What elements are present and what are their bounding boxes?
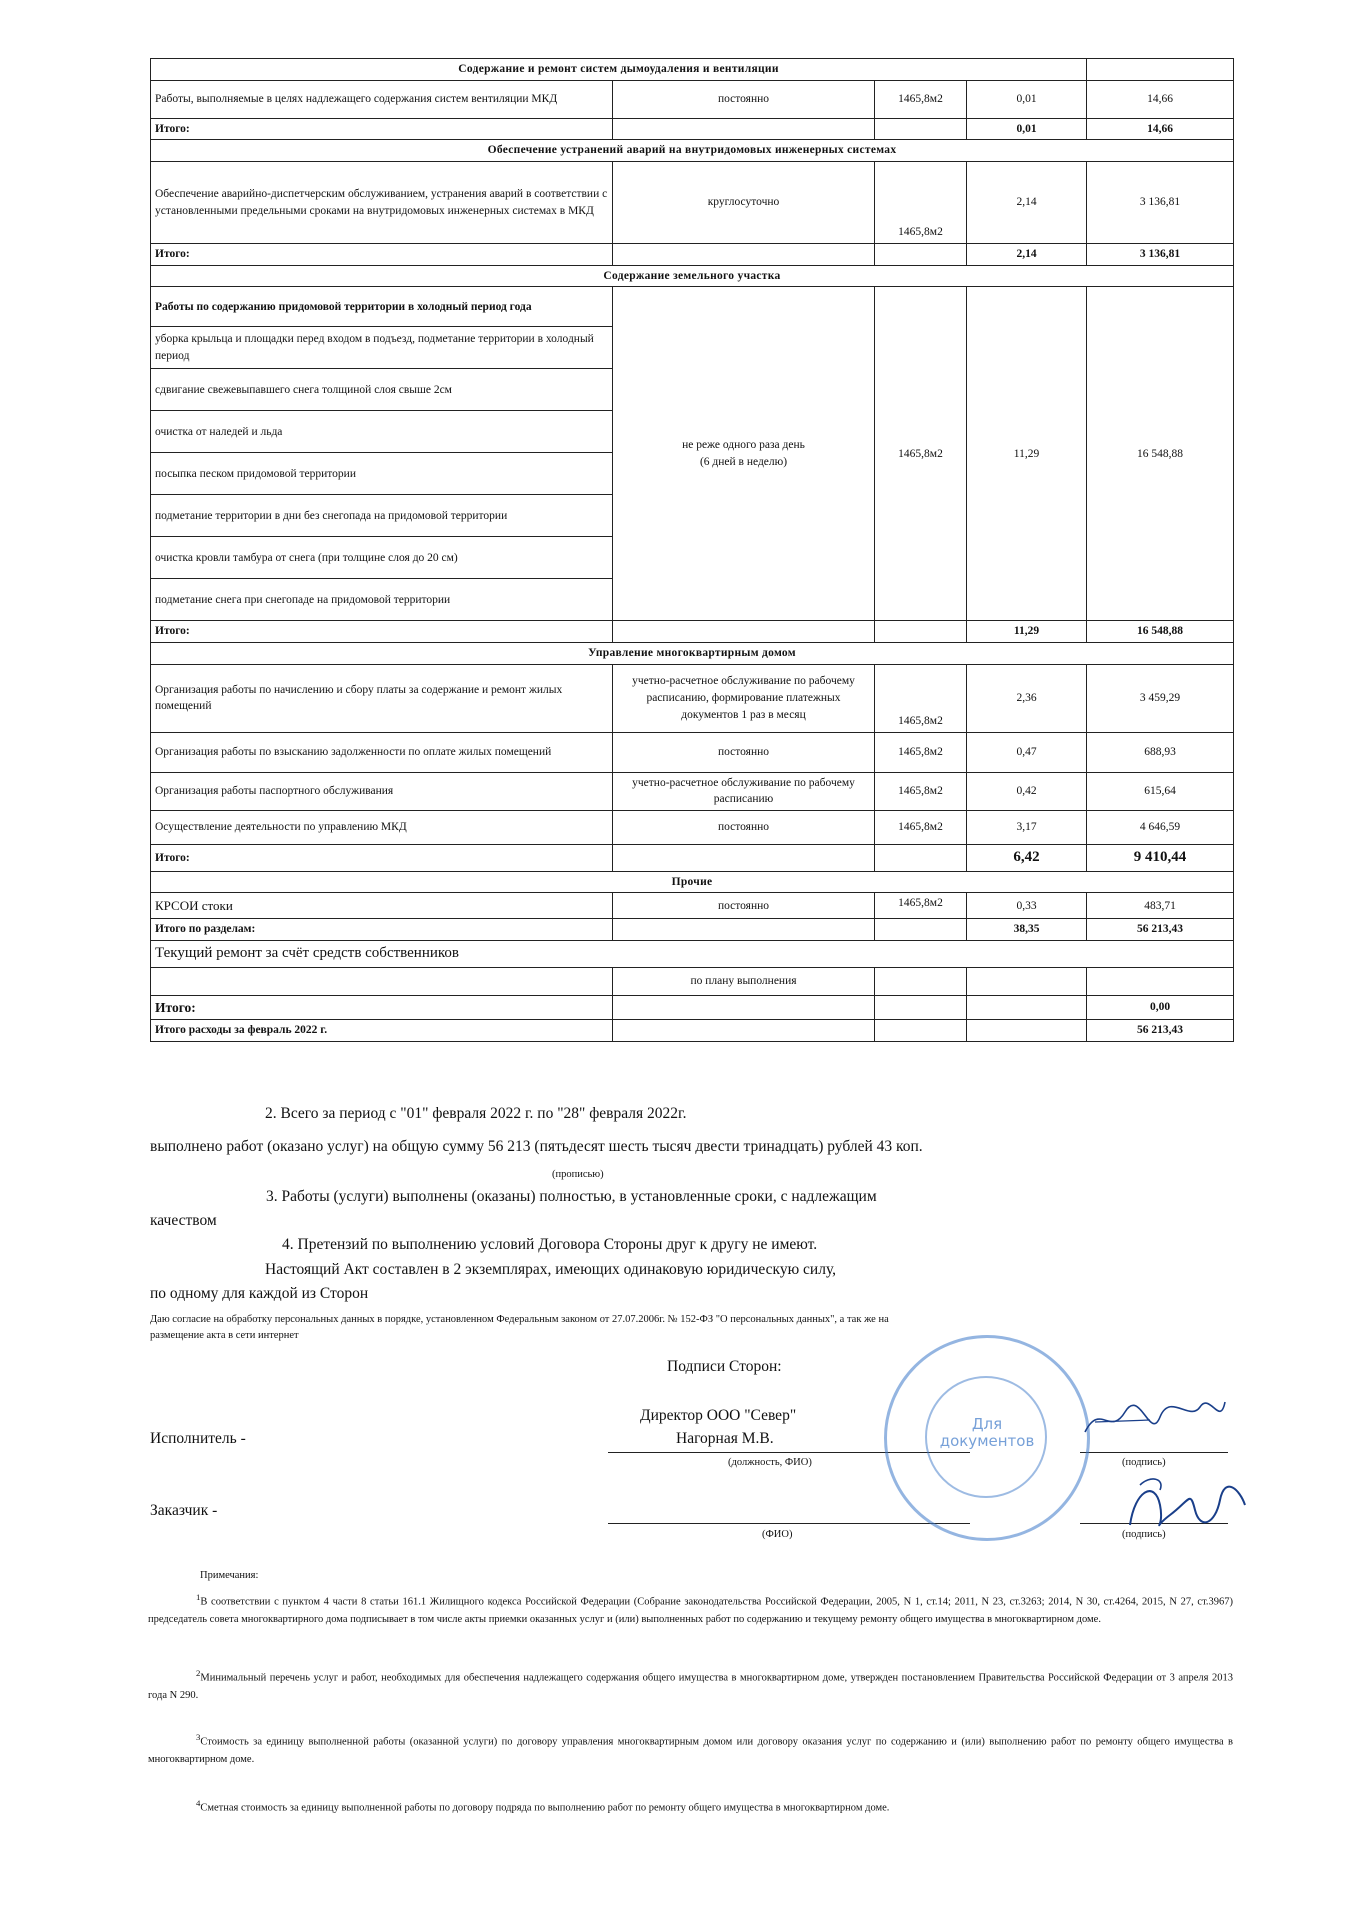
service-unit: 1465,8м2 <box>875 772 967 810</box>
executor-sig-line <box>1080 1452 1228 1453</box>
paragraph-3: 3. Работы (услуги) выполнены (оказаны) полностью, в установленные сроки, с надлежащим <box>266 1188 877 1205</box>
note-4: $^4$Сметная стоимость за единицу выполненной работы по договору подряда по выполнению работ по ремонту общего имущества в многоквартирном доме. <box>196 1798 890 1814</box>
executor-name: Нагорная М.В. <box>676 1430 774 1447</box>
service-frequency: учетно-расчетное обслуживание по рабочему расписанию, формирование платежных документов 1 раз в месяц <box>613 664 875 732</box>
service-frequency: по плану выполнения <box>613 967 875 995</box>
table-row <box>151 664 1234 732</box>
service-rate: 2,36 <box>967 664 1087 732</box>
section-header: Прочие <box>151 871 1234 893</box>
customer-line <box>608 1523 970 1524</box>
table-row <box>151 732 1234 772</box>
service-sum: 16 548,88 <box>1087 287 1234 621</box>
total-sections-row: Итого по разделам: 38,35 56 213,43 <box>151 919 1234 941</box>
note-3: $^3$Стоимость за единицу выполненной работы (оказанной услуги) по договору управления многоквартирным домом или договору оказания услуг по содержанию и (или) выполнению работ по ремонту общего имущества в многоквартирном доме. <box>148 1732 1233 1766</box>
paragraph-5: Настоящий Акт составлен в 2 экземплярах, имеющих одинаковую юридическую силу, <box>265 1261 837 1278</box>
paragraph-5-cont: по одному для каждой из Сторон <box>150 1285 369 1302</box>
service-name: уборка крыльца и площадки перед входом в подъезд, подметание территории в холодный период <box>151 327 613 369</box>
service-rate: 2,14 <box>967 162 1087 244</box>
table-row <box>151 80 1234 118</box>
section-header: Содержание и ремонт систем дымоудаления и вентиляции <box>151 59 1234 81</box>
service-frequency: постоянно <box>613 80 875 118</box>
customer-label: Заказчик - <box>150 1502 218 1519</box>
service-name: подметание снега при снегопаде на придомовой территории <box>151 579 613 621</box>
paragraph-4: 4. Претензий по выполнению условий Договора Стороны друг к другу не имеют. <box>282 1236 818 1253</box>
service-rate: 11,29 <box>967 287 1087 621</box>
executor-signature <box>1080 1392 1230 1452</box>
company-stamp: Для документов <box>884 1335 1090 1541</box>
service-unit: 1465,8м2 <box>875 732 967 772</box>
service-name: сдвигание свежевыпавшего снега толщиной слоя свыше 2см <box>151 369 613 411</box>
service-frequency: постоянно <box>613 893 875 919</box>
service-sum: 3 136,81 <box>1087 162 1234 244</box>
service-name: Работы по содержанию придомовой территории в холодный период года <box>151 287 613 327</box>
table-row <box>151 893 1234 919</box>
service-rate: 0,01 <box>967 80 1087 118</box>
executor-label: Исполнитель - <box>150 1430 246 1447</box>
services-table <box>150 58 1234 1042</box>
service-name: Организация работы по взысканию задолженности по оплате жилых помещений <box>151 732 613 772</box>
paragraph-3-cont: качеством <box>150 1212 217 1229</box>
repair-header-row: Текущий ремонт за счёт средств собственников <box>151 941 1234 968</box>
subtotal-row: Итого: 2,14 3 136,81 <box>151 244 1234 266</box>
service-frequency: круглосуточно <box>613 162 875 244</box>
executor-sig-caption: (подпись) <box>1122 1457 1166 1468</box>
notes-title: Примечания: <box>200 1570 259 1581</box>
paragraph-2: 2. Всего за период с "01" февраля 2022 г. по "28" февраля 2022г. <box>265 1105 687 1122</box>
service-name: подметание территории в дни без снегопада на придомовой территории <box>151 495 613 537</box>
section-header: Управление многоквартирным домом <box>151 643 1234 665</box>
consent-text: Даю согласие на обработку персональных данных в порядке, установленном Федеральным законом от 27.07.2006г. № 152-ФЗ "О персональных данных", а так же на размещение акта в сети интернет <box>150 1314 889 1342</box>
note-2: $^2$Минимальный перечень услуг и работ, необходимых для обеспечения надлежащего содержания общего имущества в многоквартирном доме, утвержден постановлением Правительства Российской Федерации от 3 апреля 2013 года N 290. <box>148 1668 1233 1702</box>
service-unit: 1465,8м2 <box>875 80 967 118</box>
grand-total-row: Итого расходы за февраль 2022 г. 56 213,43 <box>151 1020 1234 1042</box>
section-header: Обеспечение устранений аварий на внутридомовых инженерных системах <box>151 140 1234 162</box>
subtotal-row: Итого: 0,01 14,66 <box>151 118 1234 140</box>
service-sum: 3 459,29 <box>1087 664 1234 732</box>
service-name: Организация работы паспортного обслуживания <box>151 772 613 810</box>
service-sum: 4 646,59 <box>1087 811 1234 845</box>
table-row <box>151 287 1234 327</box>
service-frequency: не реже одного раза день (6 дней в неделю) <box>613 287 875 621</box>
service-unit: 1465,8м2 <box>875 162 967 244</box>
service-unit: 1465,8м2 <box>875 893 967 919</box>
subtotal-row: Итого: 6,42 9 410,44 <box>151 845 1234 872</box>
repair-total-row: Итого: 0,00 <box>151 995 1234 1020</box>
service-name: КРСОИ стоки <box>151 893 613 919</box>
service-name: очистка от наледей и льда <box>151 411 613 453</box>
subtotal-row: Итого: 11,29 16 548,88 <box>151 621 1234 643</box>
table-row <box>151 967 1234 995</box>
service-rate: 3,17 <box>967 811 1087 845</box>
propisyu-caption: (прописью) <box>552 1169 604 1180</box>
service-frequency: постоянно <box>613 732 875 772</box>
service-sum: 688,93 <box>1087 732 1234 772</box>
customer-caption: (ФИО) <box>762 1529 793 1540</box>
service-name: очистка кровли тамбура от снега (при толщине слоя до 20 см) <box>151 537 613 579</box>
service-name: Обеспечение аварийно-диспетчерским обслуживанием, устранения аварий в соответствии с установленными предельными сроками на внутридомовых инженерных системах в МКД <box>151 162 613 244</box>
service-name: Осуществление деятельности по управлению МКД <box>151 811 613 845</box>
table-row <box>151 772 1234 810</box>
paragraph-2-sum: выполнено работ (оказано услуг) на общую сумму 56 213 (пятьдесят шесть тысяч двести тринадцать) рублей 43 коп. <box>150 1138 923 1155</box>
customer-signature <box>1120 1470 1250 1540</box>
service-sum: 14,66 <box>1087 80 1234 118</box>
service-rate: 0,33 <box>967 893 1087 919</box>
service-unit: 1465,8м2 <box>875 287 967 621</box>
service-rate: 0,42 <box>967 772 1087 810</box>
executor-position: Директор ООО "Север" <box>640 1407 797 1424</box>
table-row <box>151 162 1234 244</box>
section-header: Содержание земельного участка <box>151 265 1234 287</box>
customer-sig-caption: (подпись) <box>1122 1529 1166 1540</box>
service-sum: 483,71 <box>1087 893 1234 919</box>
service-sum: 615,64 <box>1087 772 1234 810</box>
service-name: Организация работы по начислению и сбору платы за содержание и ремонт жилых помещений <box>151 664 613 732</box>
service-name: посыпка песком придомовой территории <box>151 453 613 495</box>
service-frequency: учетно-расчетное обслуживание по рабочему расписанию <box>613 772 875 810</box>
executor-caption: (должность, ФИО) <box>728 1457 812 1468</box>
service-name: Работы, выполняемые в целях надлежащего содержания систем вентиляции МКД <box>151 80 613 118</box>
service-rate: 0,47 <box>967 732 1087 772</box>
signatures-title: Подписи Сторон: <box>667 1358 782 1375</box>
service-unit: 1465,8м2 <box>875 664 967 732</box>
service-unit: 1465,8м2 <box>875 811 967 845</box>
service-frequency: постоянно <box>613 811 875 845</box>
note-1: $^1$В соответствии с пунктом 4 части 8 статьи 161.1 Жилищного кодекса Российской Федерации (Собрание законодательства Российской Федерации, 2005, N 1, ст.14; 2011, N 23, ст.3263; 2014, N 30, ст.4264, 2015, N 27, ст.3967) председатель совета многоквартирного дома подписывает в том числе акты приемки оказанных услуг и (или) выполненных работ по содержанию и текущему ремонту общего имущества в многоквартирном доме. <box>148 1592 1233 1626</box>
table-row <box>151 811 1234 845</box>
